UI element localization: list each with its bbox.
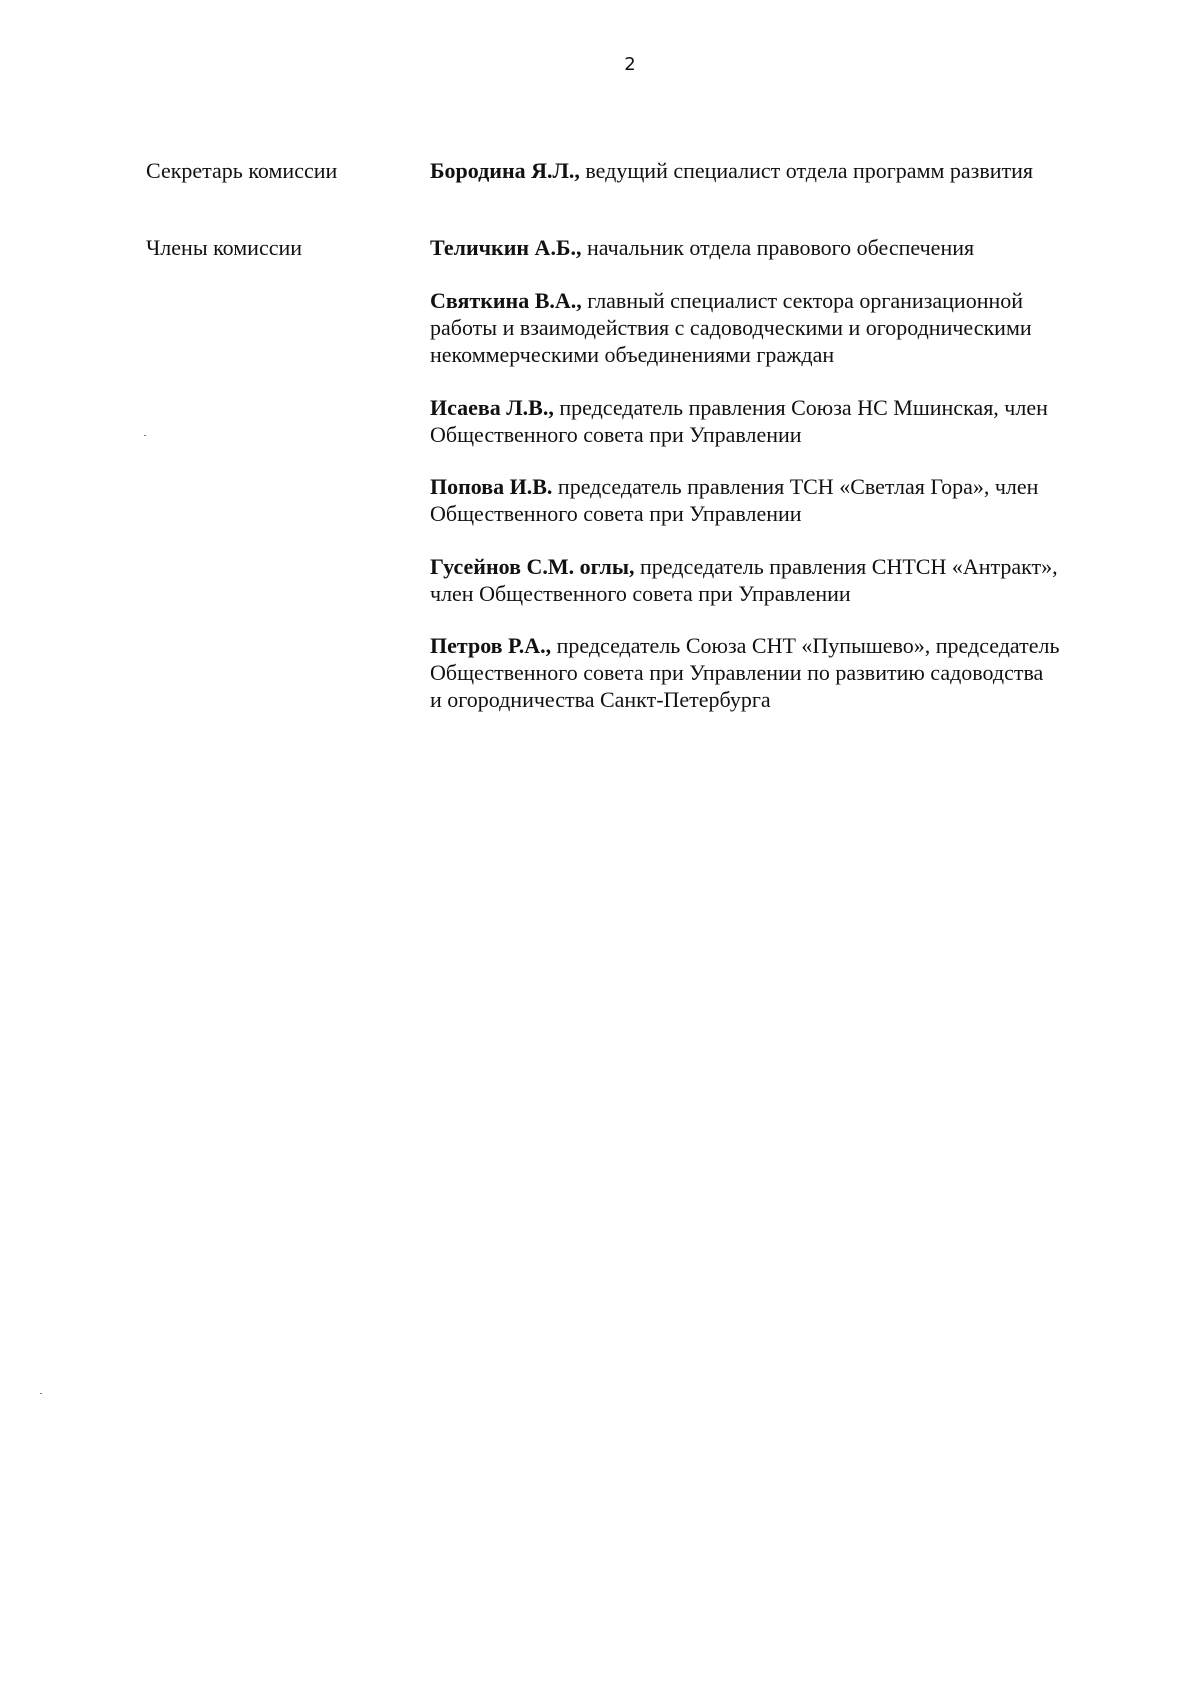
member-name: Бородина Я.Л.,: [430, 158, 580, 183]
member-description: председатель правления Союза НС Мшинская, член: [559, 395, 1048, 420]
member-description: работы и взаимодействия с садоводческими и огородническими: [430, 315, 1032, 340]
members-label: Члены комиссии: [146, 235, 303, 260]
entry-line: [430, 473, 1150, 500]
member-name: Святкина В.А.,: [430, 288, 582, 313]
member-entry: [430, 234, 1150, 261]
entry-line: [430, 553, 1150, 580]
entry-line: [430, 234, 1150, 261]
member-entry: [430, 287, 1150, 368]
member-name: Попова И.В.: [430, 474, 553, 499]
member-description: Общественного совета при Управлении: [430, 501, 802, 526]
member-entry: [430, 632, 1150, 713]
member-name: Теличкин А.Б.,: [430, 235, 582, 260]
member-description: член Общественного совета при Управлении: [430, 581, 851, 606]
member-description: председатель Союза СНТ «Пупышево», председатель: [556, 633, 1060, 658]
entry-line: [430, 157, 1150, 184]
entry-line: [430, 394, 1150, 421]
scan-speck: [144, 435, 146, 436]
member-entry: [430, 553, 1150, 607]
member-description: начальник отдела правового обеспечения: [587, 235, 975, 260]
member-name: Исаева Л.В.,: [430, 395, 554, 420]
member-entry: [430, 473, 1150, 527]
scan-speck: [40, 1393, 42, 1394]
member-description: председатель правления СНТСН «Антракт»,: [640, 554, 1058, 579]
secretary-label: Секретарь комиссии: [146, 158, 338, 183]
page-number: 2: [624, 54, 636, 75]
entry-line: [430, 287, 1150, 314]
member-name: Петров Р.А.,: [430, 633, 552, 658]
member-name: Гусейнов С.М. оглы,: [430, 554, 635, 579]
member-entry: [430, 394, 1150, 448]
member-description: Общественного совета при Управлении по развитию садоводства: [430, 660, 1044, 685]
member-description: Общественного совета при Управлении: [430, 422, 802, 447]
member-description: председатель правления ТСН «Светлая Гора», член: [557, 474, 1039, 499]
member-description: и огородничества Санкт-Петербурга: [430, 687, 771, 712]
secretary-entry: [430, 157, 1150, 184]
entry-line: [430, 632, 1150, 659]
member-description: некоммерческими объединениями граждан: [430, 342, 835, 367]
member-description: ведущий специалист отдела программ развития: [585, 158, 1034, 183]
member-description: главный специалист сектора организационной: [587, 288, 1024, 313]
